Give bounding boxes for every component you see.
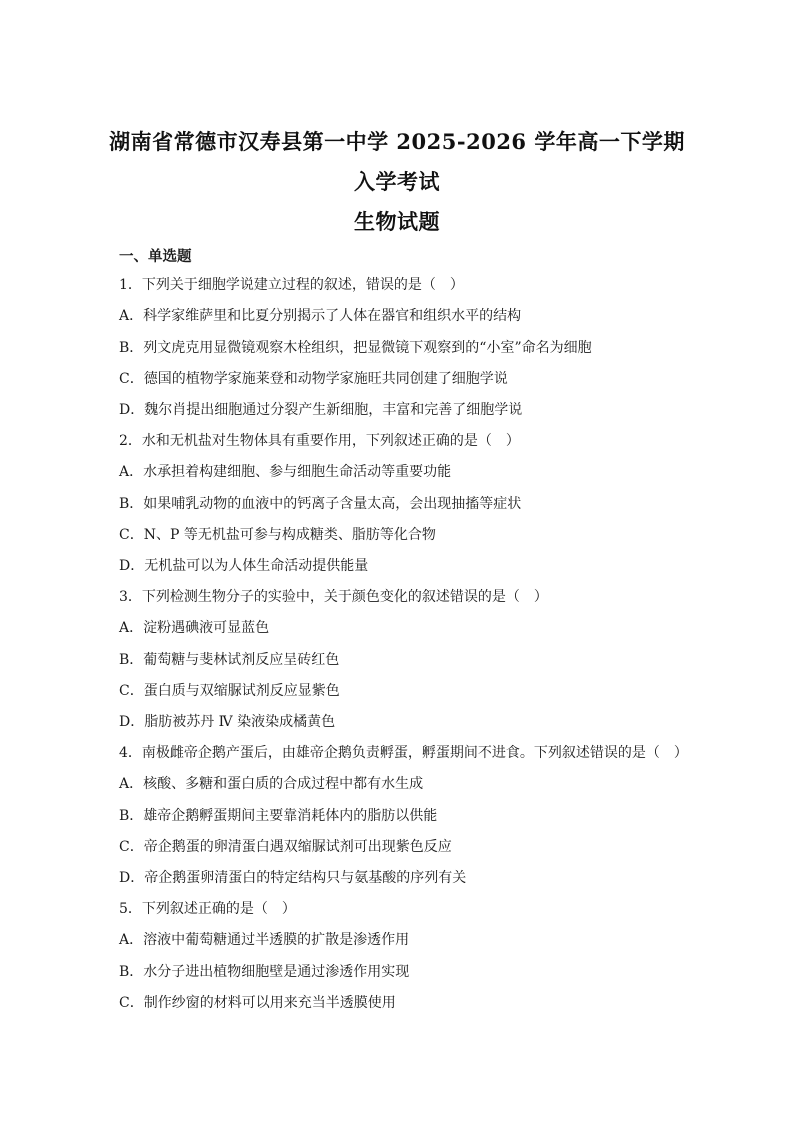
question-1-option-a: A．科学家维萨里和比夏分别揭示了人体在器官和组织水平的结构 — [119, 308, 522, 324]
question-5-option-b: B．水分子进出植物细胞壁是通过渗透作用实现 — [119, 964, 410, 980]
question-2-option-c: C．N、P 等无机盐可参与构成糖类、脂肪等化合物 — [119, 527, 436, 543]
exam-subject-title: 生物试题 — [354, 209, 440, 234]
question-5-stem: 5．下列叙述正确的是（ ） — [119, 901, 296, 917]
question-4-option-b: B．雄帝企鹅孵蛋期间主要靠消耗体内的脂肪以供能 — [119, 808, 438, 824]
question-3-option-b: B．葡萄糖与斐林试剂反应呈砖红色 — [119, 652, 340, 668]
section-heading: 一、单选题 — [119, 248, 192, 265]
exam-title-line1: 湖南省常德市汉寿县第一中学 2025-2026 学年高一下学期 — [109, 129, 685, 154]
question-1-stem: 1．下列关于细胞学说建立过程的叙述，错误的是（ ） — [119, 277, 464, 293]
question-1-option-d: D．魏尔肖提出细胞通过分裂产生新细胞，丰富和完善了细胞学说 — [119, 402, 523, 418]
question-3-stem: 3．下列检测生物分子的实验中，关于颜色变化的叙述错误的是（ ） — [119, 589, 548, 605]
question-2-option-b: B．如果哺乳动物的血液中的钙离子含量太高，会出现抽搐等症状 — [119, 496, 522, 512]
question-5-option-a: A．溶液中葡萄糖通过半透膜的扩散是渗透作用 — [119, 932, 410, 948]
question-2-option-d: D．无机盐可以为人体生命活动提供能量 — [119, 558, 369, 574]
question-1-option-b: B．列文虎克用显微镜观察木栓组织，把显微镜下观察到的“小室”命名为细胞 — [119, 340, 592, 356]
question-3-option-a: A．淀粉遇碘液可显蓝色 — [119, 620, 270, 636]
question-4-option-c: C．帝企鹅蛋的卵清蛋白遇双缩脲试剂可出现紫色反应 — [119, 839, 452, 855]
question-4-option-d: D．帝企鹅蛋卵清蛋白的特定结构只与氨基酸的序列有关 — [119, 870, 467, 886]
question-2-stem: 2．水和无机盐对生物体具有重要作用，下列叙述正确的是（ ） — [119, 433, 520, 449]
question-1-option-c: C．德国的植物学家施莱登和动物学家施旺共同创建了细胞学说 — [119, 371, 508, 387]
question-5-option-c: C．制作纱窗的材料可以用来充当半透膜使用 — [119, 995, 396, 1011]
question-3-option-c: C．蛋白质与双缩脲试剂反应显紫色 — [119, 683, 340, 699]
exam-title-line2: 入学考试 — [354, 169, 440, 194]
question-2-option-a: A．水承担着构建细胞、参与细胞生命活动等重要功能 — [119, 464, 452, 480]
question-4-stem: 4．南极雌帝企鹅产蛋后，由雄帝企鹅负责孵蛋，孵蛋期间不进食。下列叙述错误的是（ ） — [119, 745, 688, 761]
question-4-option-a: A．核酸、多糖和蛋白质的合成过程中都有水生成 — [119, 776, 424, 792]
question-3-option-d: D．脂肪被苏丹 Ⅳ 染液染成橘黄色 — [119, 714, 336, 730]
